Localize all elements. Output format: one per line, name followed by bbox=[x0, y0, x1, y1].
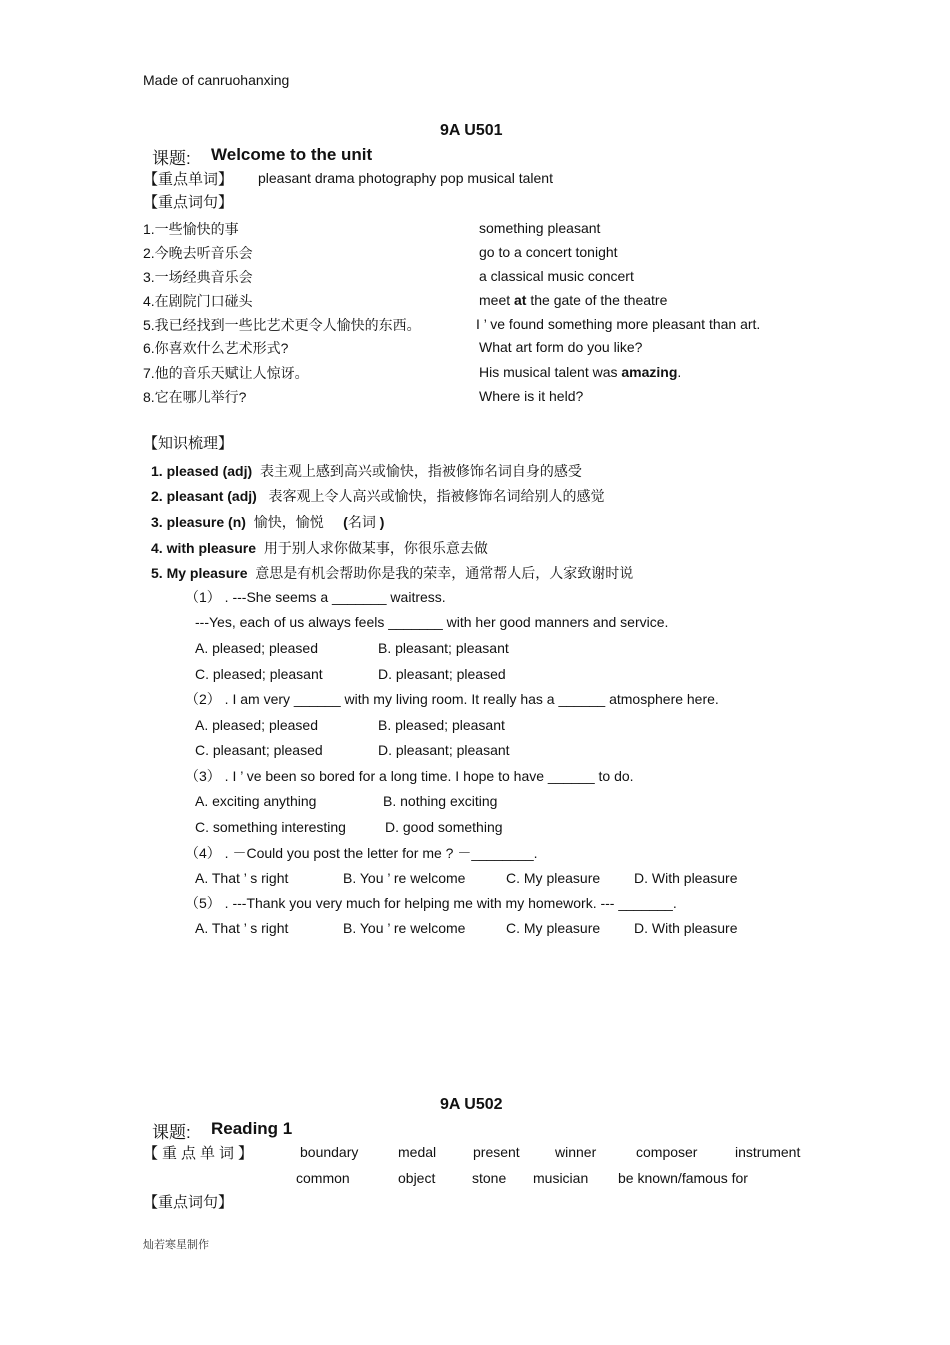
knowledge-item bbox=[151, 538, 488, 558]
vocab-word: musician bbox=[533, 1170, 589, 1186]
option: C. My pleasure bbox=[506, 870, 601, 886]
question-4: （4） . －Could you post the letter for me ? －________. bbox=[185, 845, 538, 861]
vocab-word: winner bbox=[555, 1144, 597, 1160]
knowledge-term: 3. pleasure (n) bbox=[151, 514, 246, 530]
phrase-cn: 2.今晚去听音乐会 bbox=[143, 245, 253, 261]
knowledge-desc: 愉快，愉悦 bbox=[253, 514, 324, 530]
unit2-topic-label: 课题: bbox=[152, 1123, 191, 1142]
header-made-of: Made of canruohanxing bbox=[143, 72, 290, 88]
question-1: （1） . ---She seems a _______ waitress. bbox=[185, 589, 446, 605]
phrase-en: a classical music concert bbox=[479, 268, 634, 284]
knowledge-item bbox=[151, 486, 604, 506]
phrase-en: His musical talent was amazing. bbox=[479, 364, 682, 380]
footer-maker: 灿若寒星制作 bbox=[143, 1239, 209, 1251]
option: A. exciting anything bbox=[195, 793, 317, 809]
phrase-cn: 7.他的音乐天赋让人惊讶。 bbox=[143, 365, 309, 381]
phrase-cn: 3.一场经典音乐会 bbox=[143, 269, 253, 285]
option: D. pleasant; pleasant bbox=[378, 742, 510, 758]
option: B. You ’ re welcome bbox=[343, 870, 466, 886]
question-3: （3） . I ’ ve been so bored for a long time. I hope to have ______ to do. bbox=[185, 768, 634, 784]
unit2-code: 9A U502 bbox=[440, 1096, 503, 1113]
phrase-en: Where is it held? bbox=[479, 388, 584, 404]
unit1-key-words: pleasant drama photography pop musical talent bbox=[258, 170, 553, 186]
unit1-code: 9A U501 bbox=[440, 122, 503, 139]
phrase-en: What art form do you like? bbox=[479, 339, 643, 355]
knowledge-term: 4. with pleasure bbox=[151, 540, 257, 556]
phrase-cn: 4.在剧院门口碰头 bbox=[143, 293, 253, 309]
phrase-cn: 1.一些愉快的事 bbox=[143, 221, 239, 237]
option: B. pleasant; pleasant bbox=[378, 640, 509, 656]
knowledge-item bbox=[151, 461, 582, 481]
knowledge-item: 3. pleasure (n) 愉快，愉悦 (名词 ) bbox=[151, 514, 385, 530]
knowledge-term: 2. pleasant (adj) bbox=[151, 488, 257, 504]
phrase-en: something pleasant bbox=[479, 220, 601, 236]
option: B. pleased; pleasant bbox=[378, 717, 505, 733]
unit1-key-phrases-label: 【重点词句】 bbox=[143, 194, 234, 211]
knowledge-label: 【知识梳理】 bbox=[143, 435, 234, 452]
knowledge-desc: 表主观上感到高兴或愉快，指被修饰名词自身的感受 bbox=[259, 463, 582, 479]
unit2-key-words-label: 【重点单词】 bbox=[143, 1145, 258, 1162]
option: A. That ’ s right bbox=[195, 870, 289, 886]
knowledge-term: 5. My pleasure bbox=[151, 565, 248, 581]
phrase-en: go to a concert tonight bbox=[479, 244, 618, 260]
option: B. nothing exciting bbox=[383, 793, 498, 809]
option: C. My pleasure bbox=[506, 920, 601, 936]
question-2: （2） . I am very ______ with my living room. It really has a ______ atmosphere here. bbox=[185, 691, 719, 707]
option: D. With pleasure bbox=[634, 870, 738, 886]
knowledge-desc: 用于别人求你做某事，你很乐意去做 bbox=[263, 540, 488, 556]
option: C. pleased; pleasant bbox=[195, 666, 323, 682]
option: A. pleased; pleased bbox=[195, 640, 318, 656]
question-5: （5） . ---Thank you very much for helping me with my homework. --- _______. bbox=[185, 895, 677, 911]
phrase-cn: 6.你喜欢什么艺术形式? bbox=[143, 340, 289, 356]
unit1-topic: Welcome to the unit bbox=[211, 145, 373, 164]
unit2-key-phrases-label: 【重点词句】 bbox=[143, 1194, 234, 1211]
unit1-key-words-label: 【重点单词】 bbox=[143, 171, 234, 188]
option: A. That ’ s right bbox=[195, 920, 289, 936]
vocab-word: common bbox=[296, 1170, 350, 1186]
question-1-reply: ---Yes, each of us always feels _______ with her good manners and service. bbox=[195, 614, 669, 630]
vocab-word: be known/famous for bbox=[618, 1170, 748, 1186]
phrase-en: I ’ ve found something more pleasant than art. bbox=[476, 316, 761, 332]
option: C. pleasant; pleased bbox=[195, 742, 323, 758]
vocab-word: composer bbox=[636, 1144, 698, 1160]
vocab-word: stone bbox=[472, 1170, 507, 1186]
knowledge-desc: 表客观上令人高兴或愉快，指被修饰名词给别人的感觉 bbox=[268, 488, 605, 504]
vocab-word: boundary bbox=[300, 1144, 359, 1160]
phrase-cn: 8.它在哪儿举行? bbox=[143, 389, 247, 405]
option: B. You ’ re welcome bbox=[343, 920, 466, 936]
vocab-word: medal bbox=[398, 1144, 437, 1160]
vocab-word: object bbox=[398, 1170, 436, 1186]
knowledge-term: 1. pleased (adj) bbox=[151, 463, 253, 479]
unit1-topic-label: 课题: bbox=[152, 149, 191, 168]
vocab-word: instrument bbox=[735, 1144, 801, 1160]
option: C. something interesting bbox=[195, 819, 346, 835]
option: A. pleased; pleased bbox=[195, 717, 318, 733]
vocab-word: present bbox=[473, 1144, 520, 1160]
option: D. good something bbox=[385, 819, 503, 835]
option: D. pleasant; pleased bbox=[378, 666, 506, 682]
unit2-topic: Reading 1 bbox=[211, 1119, 293, 1138]
knowledge-item bbox=[151, 563, 633, 583]
phrase-cn: 5.我已经找到一些比艺术更令人愉快的东西。 bbox=[143, 317, 421, 333]
phrase-en: meet at the gate of the theatre bbox=[479, 292, 668, 308]
knowledge-desc: 意思是有机会帮助你是我的荣幸，通常帮人后，人家致谢时说 bbox=[255, 565, 634, 581]
option: D. With pleasure bbox=[634, 920, 738, 936]
